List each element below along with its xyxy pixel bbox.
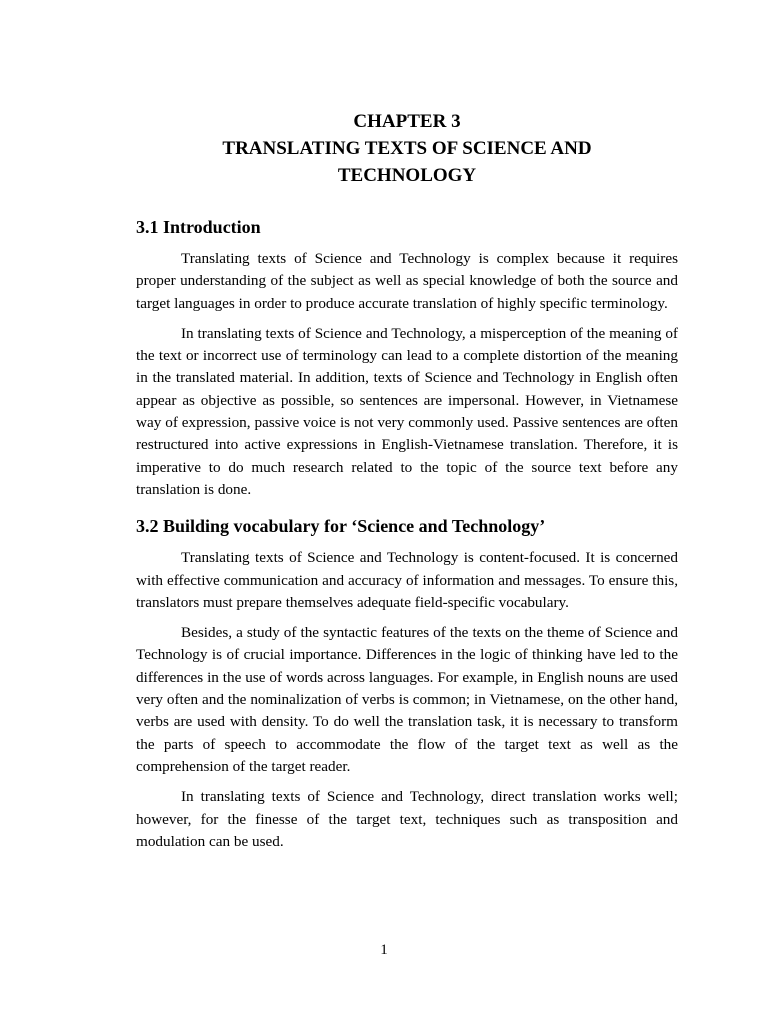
paragraph-vocabulary-1: Translating texts of Science and Technology is content-focused. It is concerned with effective communication and accuracy of information and messages. To ensure this, translators must prepare themselves adequate field-specific vocabulary. [136,549,678,611]
paragraph-introduction-2: In translating texts of Science and Technology, a misperception of the meaning of the text or incorrect use of terminology can lead to a complete distortion of the meaning in the translated material. In addition, texts of Science and Technology in English often appear as objective as possible, so sentences are impersonal. However, in Vietnamese way of expression, passive voice is not very commonly used. Passive sentences are often restructured into active expressions in English-Vietnamese translation. Therefore, it is imperative to do much research related to the topic of the source text before any translation is done. [136,324,678,498]
document-page [136,108,678,853]
section-heading-introduction: 3.1 Introduction [136,217,261,237]
chapter-title-line-2: TECHNOLOGY [337,165,477,186]
paragraph-vocabulary-3: In translating texts of Science and Technology, direct translation works well; however, for the finesse of the target text, techniques such as transposition and modulation can be used. [136,788,678,850]
paragraph-introduction-1: Translating texts of Science and Technology is complex because it requires proper understanding of the subject as well as special knowledge of both the source and target languages in order to produce accurate translation of highly specific terminology. [136,250,678,312]
section-heading-vocabulary: 3.2 Building vocabulary for ‘Science and Technology’ [136,516,546,537]
chapter-number: CHAPTER 3 [353,111,461,132]
chapter-title-line-1: TRANSLATING TEXTS OF SCIENCE AND [222,138,592,159]
page-number: 1 [380,942,388,958]
paragraph-vocabulary-2: Besides, a study of the syntactic features of the texts on the theme of Science and Technology is of crucial importance. Differences in the logic of thinking have led to the differences in the use of words across languages. For example, in English nouns are used very often and the nominalization of verbs is common; in Vietnamese, on the other hand, verbs are used with density. To do well the translation task, it is necessary to transform the parts of speech to accommodate the flow of the target text as well as the comprehension of the target reader. [136,624,678,775]
